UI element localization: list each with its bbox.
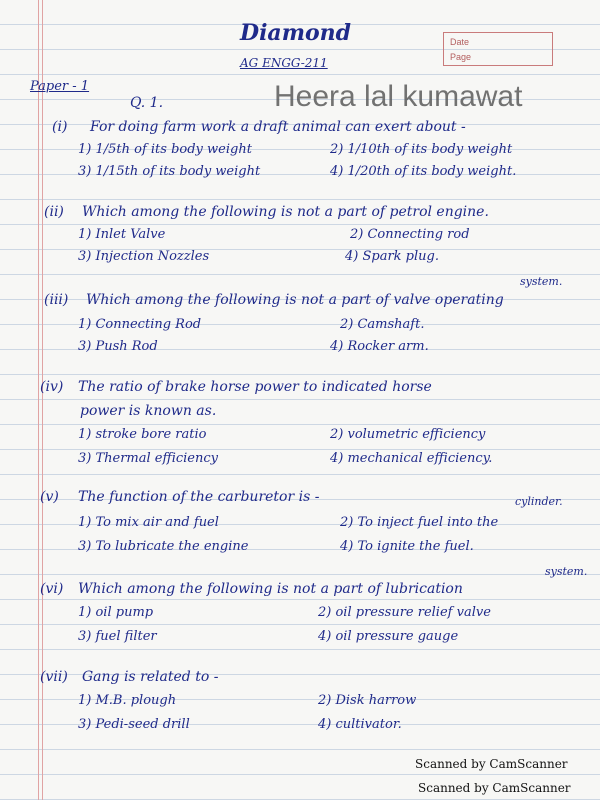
question-3-text: Which among the following is not a part of valve operating bbox=[86, 292, 504, 308]
section-label: Q. 1. bbox=[130, 95, 164, 111]
question-7-text: Gang is related to - bbox=[82, 669, 219, 685]
question-5-option-4: 4) To ignite the fuel. bbox=[340, 539, 474, 554]
question-6-option-3: 3) fuel filter bbox=[78, 629, 157, 644]
paper-label: Paper - 1 bbox=[30, 79, 90, 94]
question-6-text: Which among the following is not a part of lubrication bbox=[78, 581, 463, 597]
question-7-number: (vii) bbox=[40, 669, 68, 685]
question-5-tail: cylinder. bbox=[515, 495, 563, 508]
question-7-option-2: 2) Disk harrow bbox=[318, 693, 417, 708]
question-1-option-1: 1) 1/5th of its body weight bbox=[78, 142, 252, 157]
question-3-tail: system. bbox=[520, 275, 563, 288]
question-2-text: Which among the following is not a part of petrol engine. bbox=[82, 204, 489, 220]
question-4-text-line-2: power is known as. bbox=[80, 403, 217, 419]
question-4-text: The ratio of brake horse power to indicated horse bbox=[78, 379, 432, 395]
question-5-option-1: 1) To mix air and fuel bbox=[78, 515, 219, 530]
question-1-text: For doing farm work a draft animal can exert about - bbox=[90, 119, 466, 135]
question-7-option-3: 3) Pedi-seed drill bbox=[78, 717, 190, 732]
question-4-option-1: 1) stroke bore ratio bbox=[78, 427, 207, 442]
question-3-number: (iii) bbox=[44, 292, 69, 308]
question-3-option-3: 3) Push Rod bbox=[78, 339, 158, 354]
question-3-option-1: 1) Connecting Rod bbox=[78, 317, 202, 332]
question-2-option-4: 4) Spark plug. bbox=[345, 249, 439, 264]
date-page-box bbox=[443, 32, 553, 66]
scanner-caption-2: Scanned by CamScanner bbox=[418, 781, 571, 795]
question-1-number: (i) bbox=[52, 119, 68, 135]
question-3-option-4: 4) Rocker arm. bbox=[330, 339, 429, 354]
question-1-option-2: 2) 1/10th of its body weight bbox=[330, 142, 513, 157]
question-2-option-2: 2) Connecting rod bbox=[350, 227, 470, 242]
page-label: Page bbox=[450, 52, 472, 62]
question-3-option-2: 2) Camshaft. bbox=[340, 317, 425, 332]
question-7-option-1: 1) M.B. plough bbox=[78, 693, 177, 708]
question-4-number: (iv) bbox=[40, 379, 64, 395]
question-7-option-4: 4) cultivator. bbox=[318, 717, 402, 732]
question-4-option-2: 2) volumetric efficiency bbox=[330, 427, 486, 442]
question-6-number: (vi) bbox=[40, 581, 64, 597]
question-2-option-1: 1) Inlet Valve bbox=[78, 227, 166, 242]
scanner-caption-1: Scanned by CamScanner bbox=[415, 757, 568, 771]
margin-line bbox=[38, 0, 39, 800]
question-1-option-4: 4) 1/20th of its body weight. bbox=[330, 164, 517, 179]
question-6-option-1: 1) oil pump bbox=[78, 605, 154, 620]
question-5-option-3: 3) To lubricate the engine bbox=[78, 539, 249, 554]
question-5-text: The function of the carburetor is - bbox=[78, 489, 320, 505]
question-4-option-4: 4) mechanical efficiency. bbox=[330, 451, 493, 466]
question-5-option-2: 2) To inject fuel into the bbox=[340, 515, 499, 530]
question-6-option-2: 2) oil pressure relief valve bbox=[318, 605, 491, 620]
question-5-number: (v) bbox=[40, 489, 59, 505]
question-2-number: (ii) bbox=[44, 204, 64, 220]
question-4-option-3: 3) Thermal efficiency bbox=[78, 451, 218, 466]
course-code: AG ENGG-211 bbox=[240, 56, 328, 70]
date-label: Date bbox=[450, 37, 470, 47]
question-1-option-3: 3) 1/15th of its body weight bbox=[78, 164, 261, 179]
question-6-tail: system. bbox=[545, 565, 588, 578]
question-6-option-4: 4) oil pressure gauge bbox=[318, 629, 459, 644]
question-2-option-3: 3) Injection Nozzles bbox=[78, 249, 210, 264]
author-watermark: Heera lal kumawat bbox=[274, 80, 523, 113]
notebook-brand-title: Diamond bbox=[240, 20, 352, 46]
